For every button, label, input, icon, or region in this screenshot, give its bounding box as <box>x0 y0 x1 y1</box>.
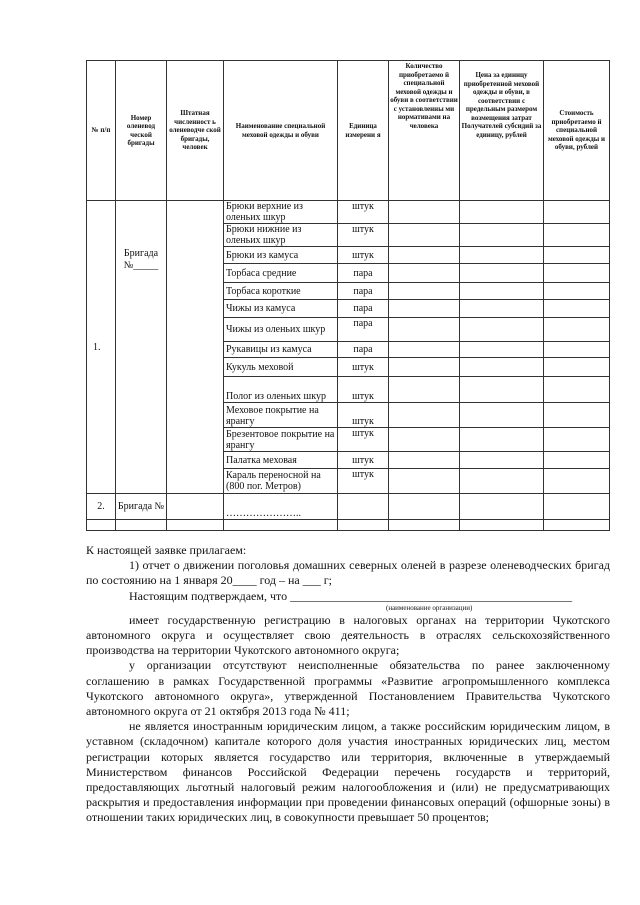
staff-count-cell <box>167 494 224 520</box>
price-cell <box>460 300 544 318</box>
quantity-cell <box>389 247 460 264</box>
table-row <box>87 201 610 224</box>
price-cell <box>460 469 544 494</box>
item-unit: штук <box>338 469 389 494</box>
header-cell: Цена за единицу приобретенной меховой одежды и обуви, в соответствии с предельным размером возмещения затрат Получателей субсидий за единицу, рублей <box>460 61 544 201</box>
cost-cell <box>544 224 610 247</box>
price-cell <box>460 452 544 469</box>
confirmation-line: Настоящим подтверждаем, что _______________________________________________ <box>129 588 573 603</box>
quantity-cell <box>389 377 460 403</box>
quantity-cell <box>389 494 460 520</box>
item-unit: пара <box>338 264 389 283</box>
table-row <box>87 520 610 531</box>
price-cell <box>460 318 544 342</box>
paragraph-registration: имеет государственную регистрацию в налоговых органах на территории Чукотского автономного округа и осуществляет свою деятельность в отраслях сельскохозяйственного производства на территории Чукотского автономного округа; <box>86 612 610 658</box>
cost-cell <box>544 452 610 469</box>
item-name: Брезентовое покрытие на ярангу <box>224 428 338 452</box>
item-unit: штук <box>338 358 389 377</box>
quantity-cell <box>389 452 460 469</box>
header-cell: Наименование специальной меховой одежды и обуви <box>224 61 338 201</box>
empty-cell <box>224 520 338 531</box>
empty-cell <box>338 520 389 531</box>
quantity-cell <box>389 428 460 452</box>
item-name: Чижы из оленьих шкур <box>224 318 338 342</box>
item-name: Палатка меховая <box>224 452 338 469</box>
empty-cell <box>389 520 460 531</box>
empty-cell <box>87 520 116 531</box>
empty-cell <box>116 520 167 531</box>
item-name: Брюки из камуса <box>224 247 338 264</box>
empty-cell <box>460 520 544 531</box>
quantity-cell <box>389 224 460 247</box>
price-cell <box>460 247 544 264</box>
item-name: Брюки нижние из оленьих шкур <box>224 224 338 247</box>
empty-cell <box>544 520 610 531</box>
item-unit: штук <box>338 224 389 247</box>
cost-cell <box>544 494 610 520</box>
item-name: Брюки верхние из оленьих шкур <box>224 201 338 224</box>
brigade-name: Бригада № <box>116 494 167 520</box>
quantity-cell <box>389 403 460 428</box>
cost-cell <box>544 247 610 264</box>
table-header-row <box>87 61 610 201</box>
row-number: 2. <box>87 494 116 520</box>
quantity-cell <box>389 300 460 318</box>
item-unit: пара <box>338 300 389 318</box>
quantity-cell <box>389 469 460 494</box>
staff-count-cell <box>167 201 224 494</box>
header-cell: № п/п <box>87 61 116 201</box>
quantity-cell <box>389 264 460 283</box>
cost-cell <box>544 403 610 428</box>
item-name: Торбаса средние <box>224 264 338 283</box>
empty-cell <box>167 520 224 531</box>
item-name: ………………….. <box>224 494 338 520</box>
item-unit: штук <box>338 247 389 264</box>
paragraph-obligations: у организации отсутствуют неисполненные обязательства по ранее заключенному соглашению в рамках Государственной программы «Развитие агропромышленного комплекса Чукотского автономного округа», утвержденной Постановлением Правительства Чукотского автономного округа от 21 октября 2013 года № 411; <box>86 658 610 719</box>
attachment-intro: К настоящей заявке прилагаем: <box>86 543 247 557</box>
cost-cell <box>544 428 610 452</box>
cost-cell <box>544 201 610 224</box>
item-name: Полог из оленьих шкур <box>224 377 338 403</box>
price-cell <box>460 377 544 403</box>
cost-cell <box>544 264 610 283</box>
document-text <box>86 543 610 826</box>
cost-cell <box>544 342 610 358</box>
paragraph-foreign-entity: не является иностранным юридическим лицом, а также российским юридическим лицом, в уставном (складочном) капитале которого доля участия иностранных юридических лиц, местом регистрации которых является государство или территория, включенные в утверждаемый Министерством финансов Российской Федерации перечень государств и территорий, предоставляющих льготный налоговый режим налогообложения и (или) не предусматривающих раскрытия и предоставления информации при проведении финансовых операций (офшорные зоны) в отношении таких юридических лиц, в совокупности превышает 50 процентов; <box>86 719 610 825</box>
item-unit: штук <box>338 377 389 403</box>
item-unit: пара <box>338 342 389 358</box>
item-name: Чижы из камуса <box>224 300 338 318</box>
brigade-name: Бригада №_____ <box>116 201 167 494</box>
unit-cell <box>338 494 389 520</box>
quantity-cell <box>389 318 460 342</box>
cost-cell <box>544 300 610 318</box>
price-cell <box>460 494 544 520</box>
item-unit: пара <box>338 318 389 342</box>
quantity-cell <box>389 342 460 358</box>
header-cell: Стоимость приобретаемо й специальной меховой одежды и обуви, рублей <box>544 61 610 201</box>
price-cell <box>460 283 544 300</box>
item-name: Кукуль меховой <box>224 358 338 377</box>
item-unit: пара <box>338 283 389 300</box>
price-cell <box>460 201 544 224</box>
cost-cell <box>544 318 610 342</box>
table-row <box>87 494 610 520</box>
item-name: Рукавицы из камуса <box>224 342 338 358</box>
header-cell: Номер оленевод ческой бригады <box>116 61 167 201</box>
cost-cell <box>544 469 610 494</box>
item-name: Караль переносной на (800 пог. Метров) <box>224 469 338 494</box>
item-unit: штук <box>338 428 389 452</box>
price-cell <box>460 428 544 452</box>
quantity-cell <box>389 201 460 224</box>
item-unit: штук <box>338 403 389 428</box>
item-name: Меховое покрытие на ярангу <box>224 403 338 428</box>
quantity-cell <box>389 358 460 377</box>
price-cell <box>460 342 544 358</box>
cost-cell <box>544 377 610 403</box>
price-cell <box>460 224 544 247</box>
header-cell: Единица измерени я <box>338 61 389 201</box>
item-unit: штук <box>338 452 389 469</box>
cost-cell <box>544 358 610 377</box>
cost-cell <box>544 283 610 300</box>
header-cell: Количество приобретаемо й специальной меховой одежды и обуви в соответствии с установленны ми нормативами на человека <box>389 61 460 201</box>
price-cell <box>460 264 544 283</box>
attachment-item-1: 1) отчет о движении поголовья домашних северных оленей в разрезе оленеводческих бригад по состоянию на 1 января 20____ год – на ___ г; <box>86 558 610 588</box>
quantity-cell <box>389 283 460 300</box>
equipment-table <box>86 60 610 531</box>
item-unit: штук <box>338 201 389 224</box>
row-number: 1. <box>87 201 116 494</box>
organization-caption: (наименование организации) <box>386 603 473 612</box>
price-cell <box>460 403 544 428</box>
header-cell: Штатная численност ь оленеводче ской бригады, человек <box>167 61 224 201</box>
item-name: Торбаса короткие <box>224 283 338 300</box>
price-cell <box>460 358 544 377</box>
